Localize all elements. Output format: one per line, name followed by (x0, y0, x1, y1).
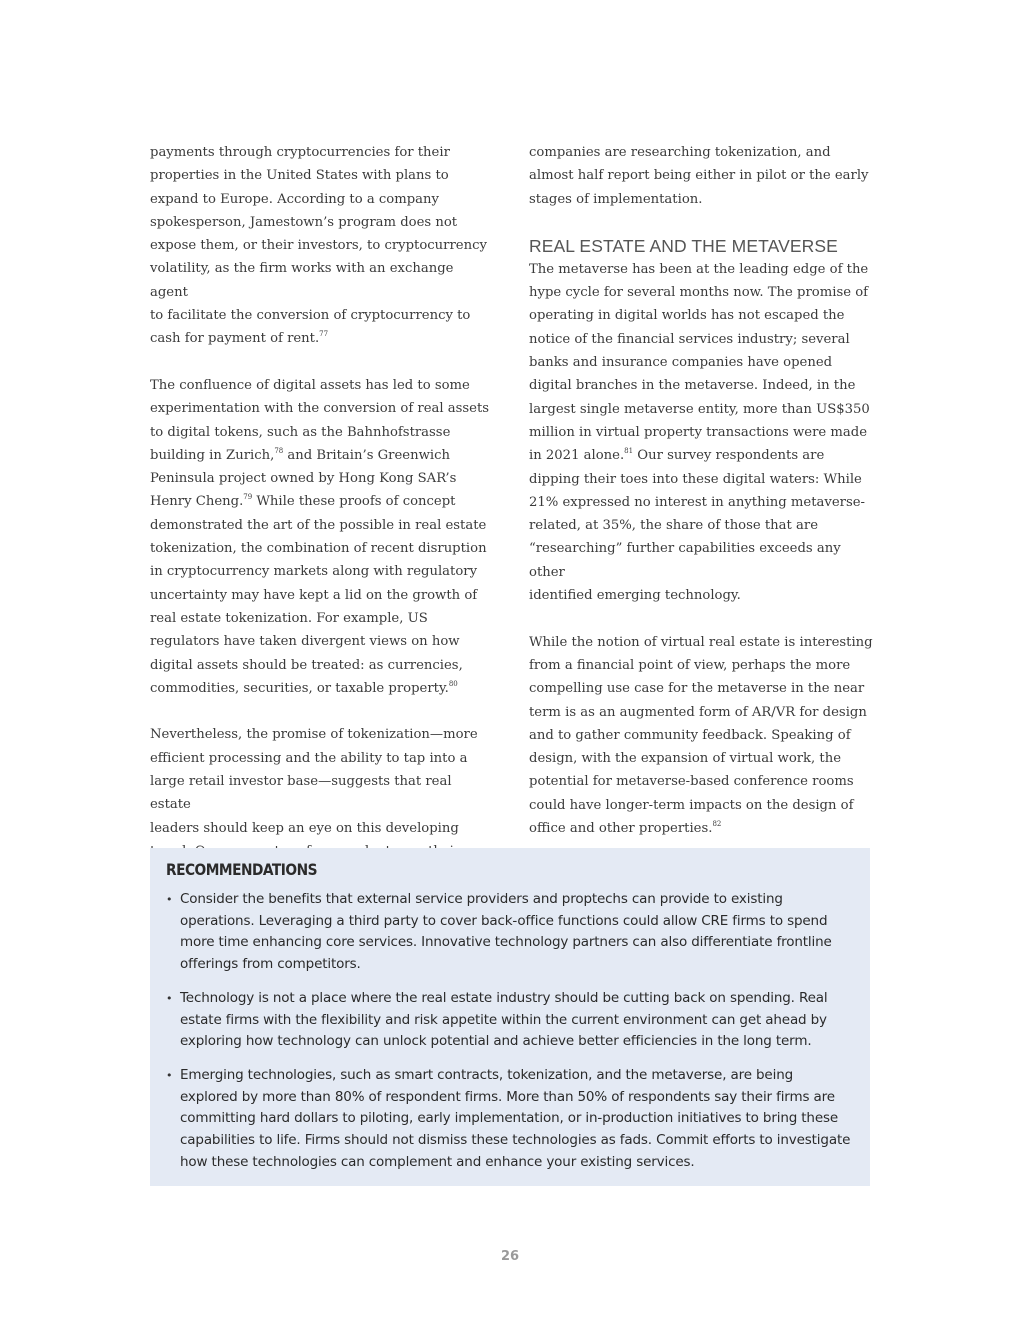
recommendation-text: Technology is not a place where the real estate industry should be cutting back on spending. Real estate firms with the flexibility and risk appetite within the current environment can get ahead by exploring how technology can unlock potential and achieve better efficiencies in the long term. (180, 989, 828, 1050)
footnote-ref-82[interactable]: 82 (712, 820, 722, 829)
right-paragraph-3 (529, 631, 874, 841)
right-paragraph-1 (529, 141, 874, 211)
paragraph-text: The metaverse has been at the leading edge of the hype cycle for several months now. The promise of operating in digital worlds has not escaped the notice of the financial services industry; several banks and insurance companies have opened digital branches in the metaverse. Indeed, in the largest single metaverse entity, more than US$350 million in virtual property transactions were made in 2021 alone. (529, 261, 870, 464)
left-paragraph-1 (150, 141, 495, 351)
recommendation-text: Consider the benefits that external service providers and proptechs can provide to existing operations. Leveraging a third party to cover back-office functions could allow CRE firms to spend more time enhancing core services. Innovative technology partners can also differentiate frontline offerings from competitors. (180, 891, 832, 973)
footnote-ref-80[interactable]: 80 (448, 679, 458, 688)
paragraph-text: Our survey respondents are dipping their toes into these digital waters: While 21% expressed no interest in anything metaverse- related, at 35%, the share of those that are “researching” further capabilities exceeds any other identified emerging technology. (529, 448, 865, 604)
recommendation-item (166, 988, 852, 1053)
page-number: 26 (500, 1249, 520, 1264)
paragraph-text: While these proofs of concept demonstrated the art of the possible in real estate tokenization, the combination of recent disruption in cryptocurrency markets along with regulatory uncertainty may have kept a lid on the growth of real estate tokenization. For example, US regulators have taken divergent views on how digital assets should be treated: as currencies, commodities, securities, or taxable property. (150, 494, 487, 696)
bullet-icon: • (166, 991, 173, 1005)
recommendation-item (166, 889, 852, 976)
recommendations-box (150, 848, 870, 1186)
paragraph-text: payments through cryptocurrencies for their properties in the United States with plans to expand to Europe. According to a company spokesperson, Jamestown’s program does not expose them, or their investors, to cryptocurrency volatility, as the firm works with an exchange agent to facilitate the conversion of cryptocurrency to cash for payment of rent. (150, 145, 487, 347)
paragraph-text: and Britain’s Greenwich Peninsula project owned by Hong Kong SAR’s Henry Cheng. (150, 447, 457, 510)
paragraph-text: The confluence of digital assets has led to some experimentation with the conversion of real assets to digital tokens, such as the Bahnhofstrasse building in Zurich, (150, 377, 490, 463)
right-paragraph-2 (529, 258, 874, 607)
bullet-icon: • (166, 893, 173, 906)
section-heading: REAL ESTATE AND THE METAVERSE (529, 235, 838, 256)
paragraph-text: While the notion of virtual real estate is interesting from a financial point of view, perhaps the more compelling use case for the metaverse in the near term is as an augmented form of AR/VR for design and to gather community feedback. Speaking of design, with the expansion of virtual work, the potential for metaverse-based conference rooms could have longer-term impacts on the design of office and other properties. (529, 634, 873, 837)
footnote-ref-78[interactable]: 78 (274, 446, 284, 455)
recommendations-list (166, 889, 852, 1173)
recommendation-item (166, 1065, 852, 1174)
paragraph-text: companies are researching tokenization, and almost half report being either in pilot or the early stages of implementation. (529, 145, 869, 207)
right-column (529, 141, 874, 840)
footnote-ref-77[interactable]: 77 (319, 330, 329, 339)
recommendation-text: Emerging technologies, such as smart contracts, tokenization, and the metaverse, are being explored by more than 80% of respondent firms. More than 50% of respondents say their firms are committing hard dollars to piloting, early implementation, or in-production initiatives to bring these capabilities to life. Firms should not dismiss these technologies as fads. Commit efforts to investigate how these technologies can complement and enhance your existing services. (180, 1066, 851, 1170)
footnote-ref-81[interactable]: 81 (624, 447, 634, 456)
left-column (150, 141, 495, 863)
paragraph-text: Nevertheless, the promise of tokenization—more efficient processing and the ability to tap into a large retail investor base—suggests that real estate leaders should keep an eye on this developing (150, 727, 478, 836)
left-paragraph-2 (150, 374, 495, 700)
left-paragraph-3 (150, 723, 495, 863)
recommendations-title: RECOMMENDATIONS (166, 860, 317, 879)
bullet-icon: • (166, 1068, 173, 1082)
footnote-ref-79[interactable]: 79 (243, 493, 253, 502)
